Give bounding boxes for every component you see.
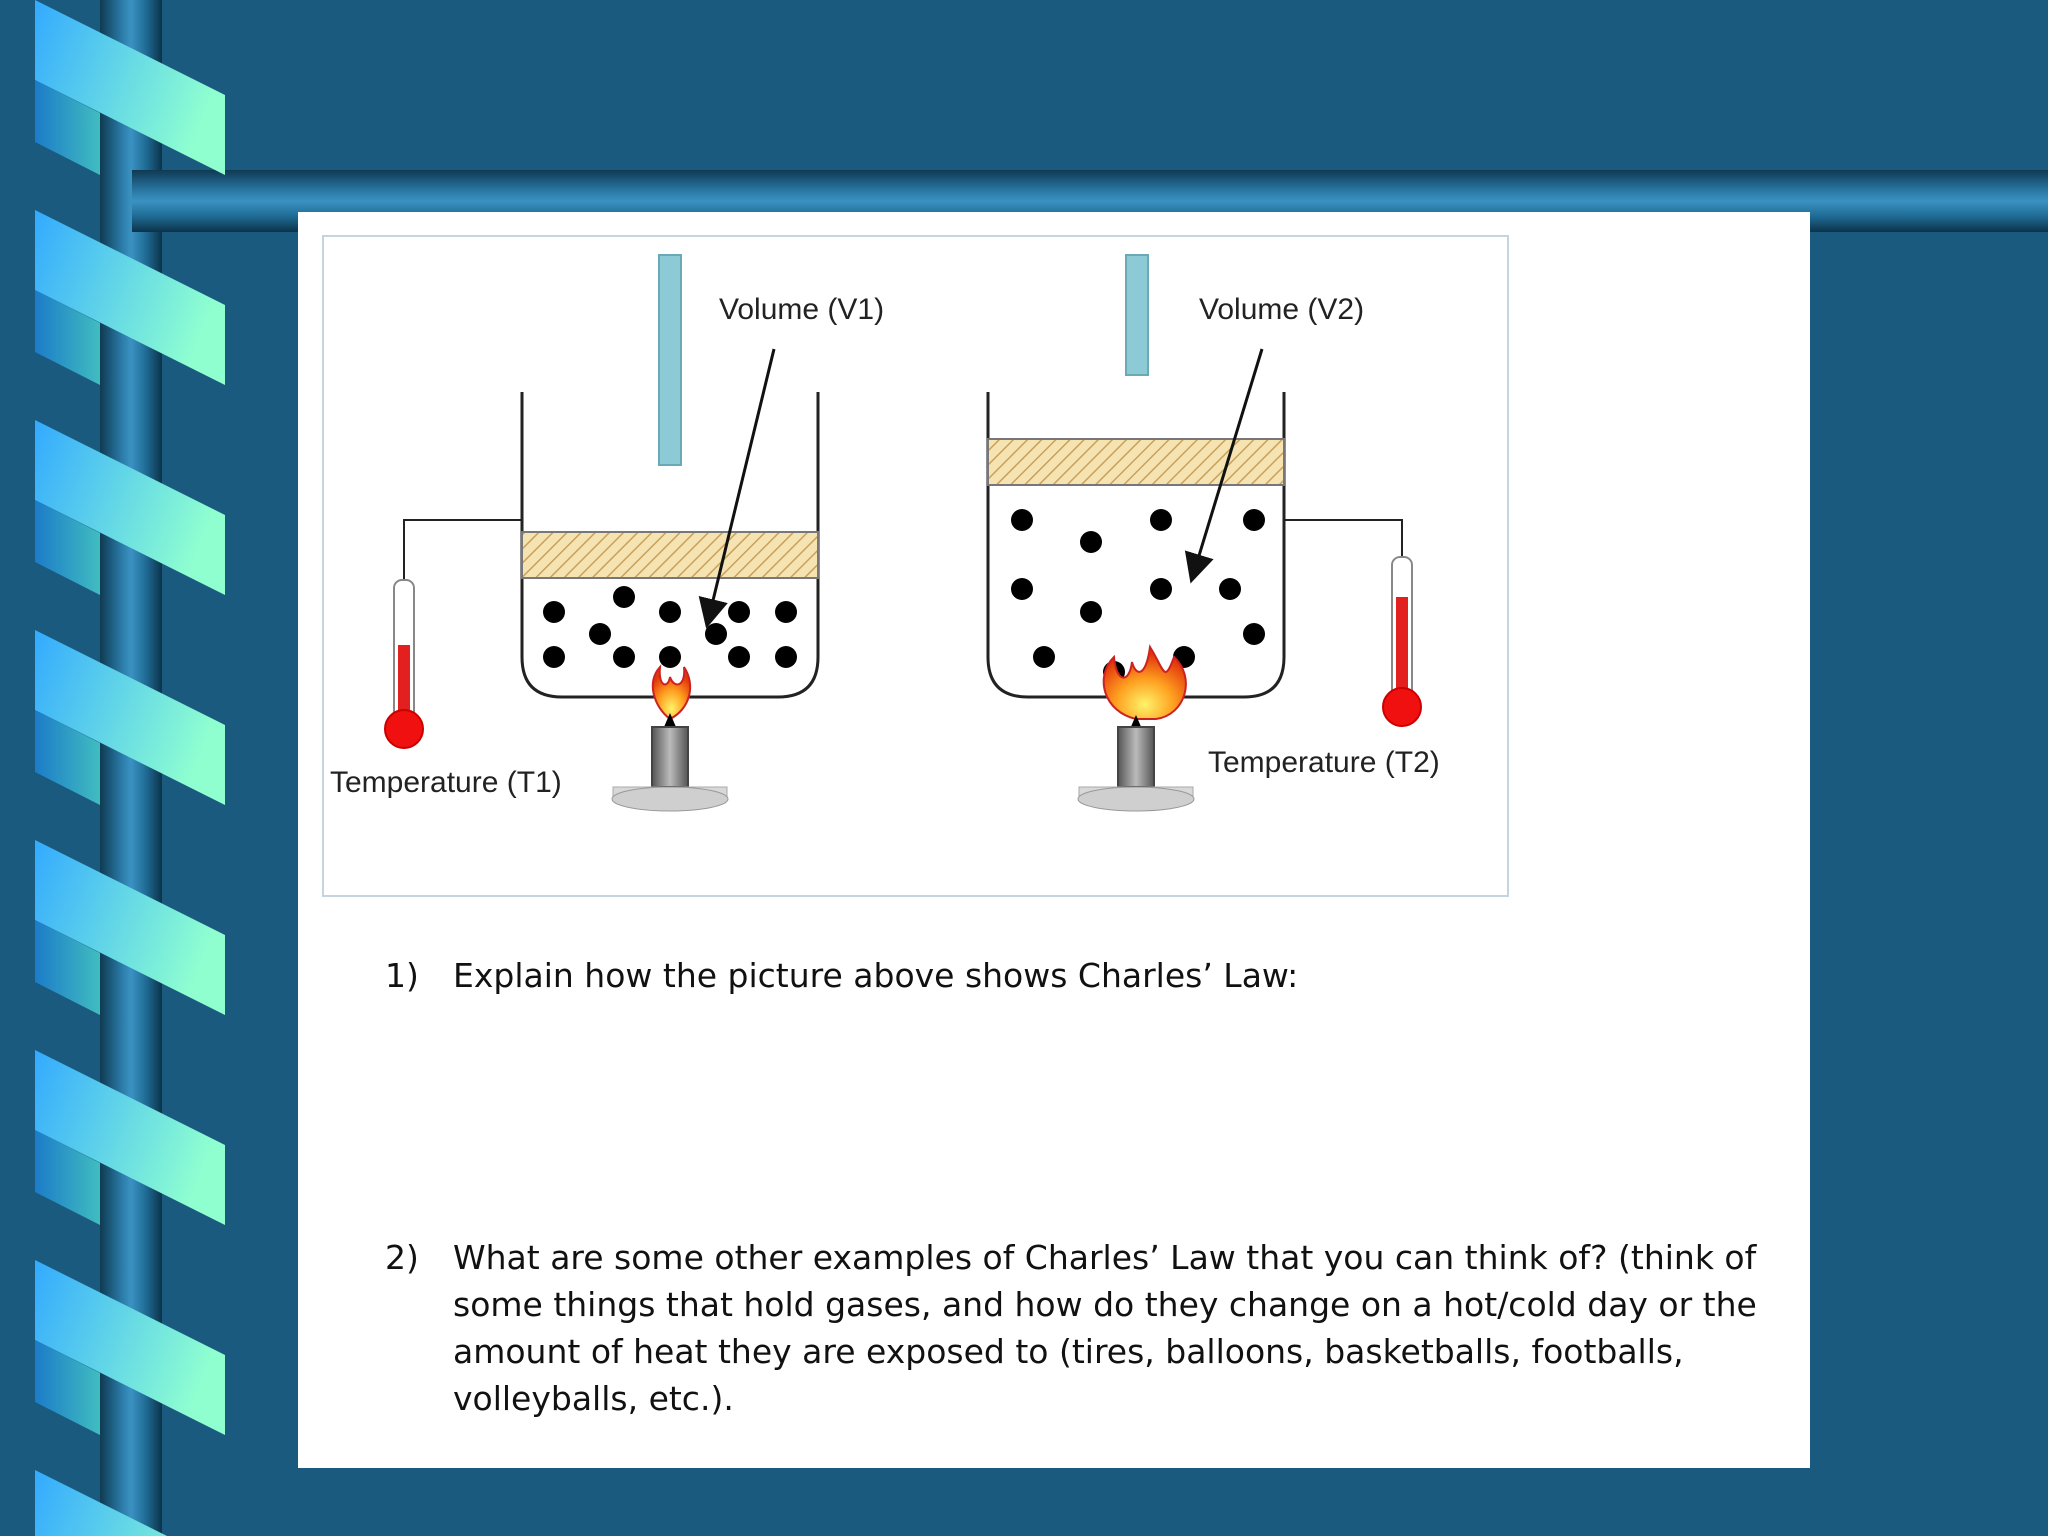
label-t2: Temperature (T2) [1208,746,1440,779]
ribbon-decoration [0,0,230,1536]
label-v2: Volume (V2) [1199,293,1365,326]
left-piston-rod [659,255,681,465]
right-piston-rod [1126,255,1148,375]
label-t1: Temperature (T1) [330,766,562,799]
question-2-number: 2) [385,1238,419,1277]
left-burner [612,667,728,811]
right-apparatus [988,255,1440,811]
right-piston [988,439,1284,485]
left-apparatus [330,255,884,811]
right-burner [1078,647,1194,811]
label-v1: Volume (V1) [719,293,885,326]
diagram-svg [324,237,1507,895]
question-1-number: 1) [385,956,419,995]
right-particles [1011,509,1265,683]
charles-law-diagram [322,235,1509,897]
question-1-text: Explain how the picture above shows Charles’ Law: [453,956,1299,995]
left-particles [543,586,797,668]
right-container [988,392,1284,697]
left-piston [522,532,818,578]
ribbon-segment [35,1470,225,1536]
question-2-text: What are some other examples of Charles’ Law that you can think of? (think of some things that hold gases, and how do they change on a hot/cold day or the amount of heat they are exposed to (tires, balloons, basketballs, footballs, volleyballs, etc.). [453,1238,1757,1418]
